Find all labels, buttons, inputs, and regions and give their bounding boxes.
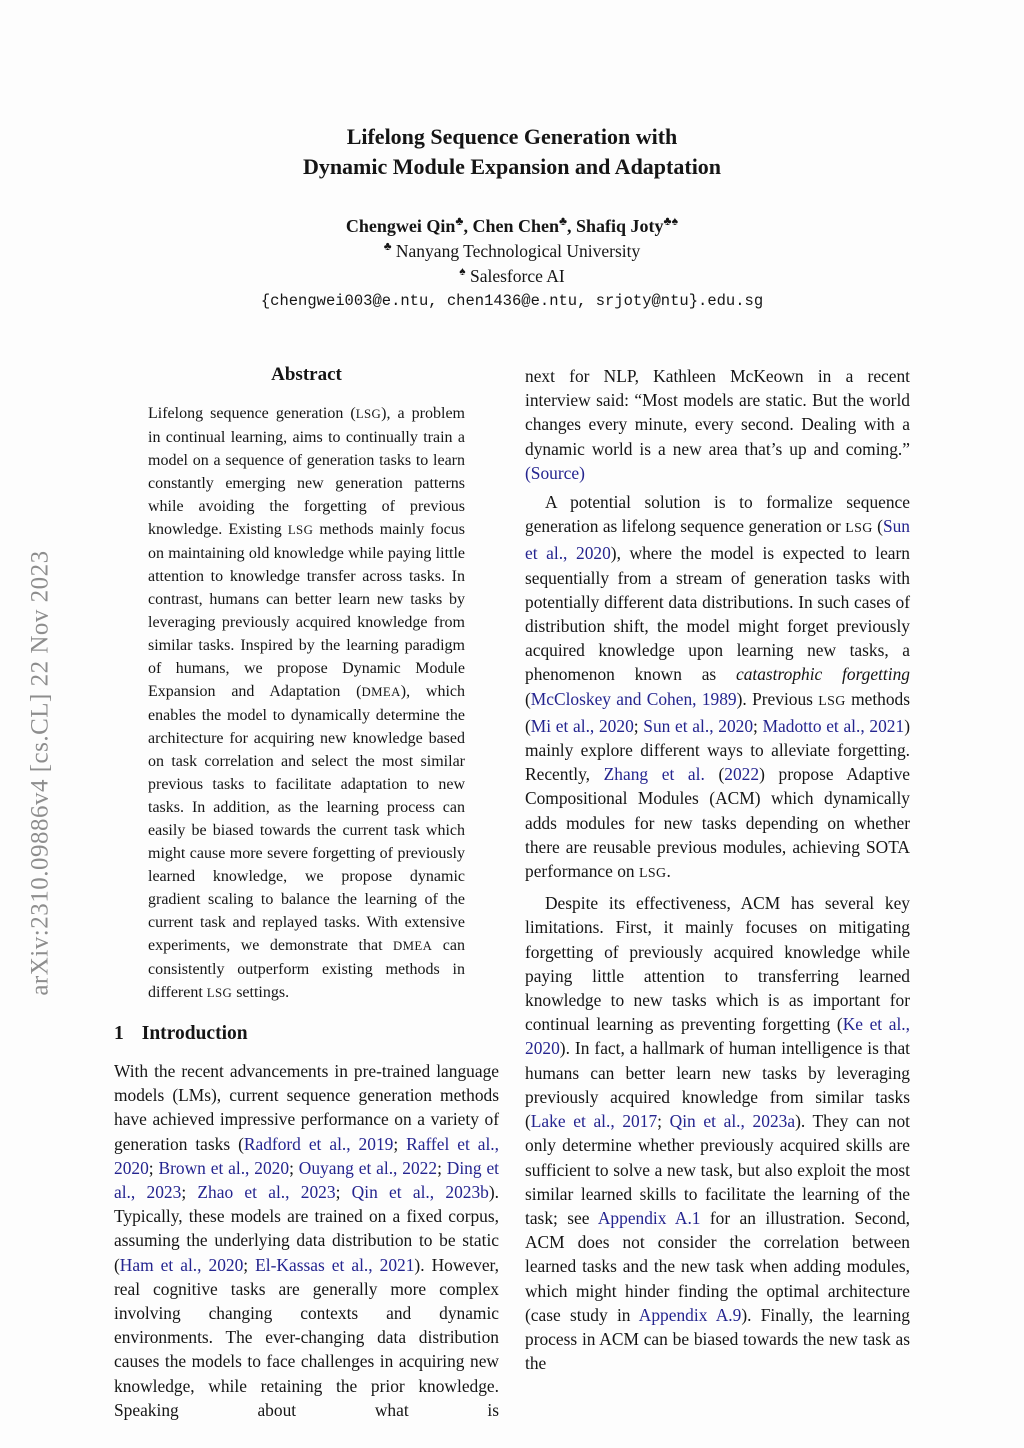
text-run: ). In fact, a hallmark of human intelligence is that humans can better learn new tasks by leveraging previously acquired knowledge from similar tasks ( xyxy=(525,1038,910,1132)
text-run: ; xyxy=(437,1157,447,1178)
citation-link[interactable]: Brown et al., 2020 xyxy=(158,1157,290,1178)
citation-link[interactable]: El-Kassas et al., 2021 xyxy=(255,1254,415,1275)
text-run: ), where the model is expected to learn sequentially from a stream of generation tasks with potentially different data distributions. In such cases of distribution shift, the model might forget previously acquired knowledge upon learning new tasks, a phenomenon known as xyxy=(525,543,910,685)
paper-title xyxy=(0,122,1024,182)
text-run: methods ( xyxy=(525,688,911,736)
citation-link[interactable]: Ding et al., 2023 xyxy=(114,1157,499,1203)
paper-header xyxy=(0,0,1024,314)
citation-link[interactable]: Mi et al., 2020 xyxy=(530,715,634,736)
citation-link[interactable]: McCloskey and Cohen, 1989 xyxy=(530,688,737,709)
citation-link[interactable]: Zhang et al. xyxy=(603,764,705,785)
text-run: ; xyxy=(393,1133,407,1154)
section-heading-introduction xyxy=(114,1023,499,1045)
citation-link[interactable]: Qin et al., 2023a xyxy=(669,1111,796,1132)
text-run: ), a problem in continual learning, aims to continually train a model on a sequence of generation tasks to learn constantly emerging new generation patterns while avoiding the forgetting of previous knowledge. Existing xyxy=(148,405,466,538)
paper-title-line2: Dynamic Module Expansion and Adaptation xyxy=(302,154,722,179)
text-run: Salesforce AI xyxy=(465,266,565,286)
abstract-text xyxy=(148,402,465,1005)
text-run: LSG xyxy=(355,407,382,421)
citation-link[interactable]: Raffel et al., 2020 xyxy=(114,1133,499,1178)
abstract-heading: Abstract xyxy=(271,364,342,385)
text-run: Nanyang Technological University xyxy=(391,241,641,261)
text-run: , Chen Chen xyxy=(463,216,559,236)
text-run: ♣ xyxy=(455,214,464,228)
text-run: ( xyxy=(704,764,725,785)
right-paragraph-1 xyxy=(525,364,910,485)
section-title: Introduction xyxy=(141,1023,248,1044)
citation-link[interactable]: 2022 xyxy=(724,764,760,785)
text-run: DMEA xyxy=(393,939,433,953)
citation-link[interactable]: Ham et al., 2020 xyxy=(119,1254,244,1275)
citation-link[interactable]: Radford et al., 2019 xyxy=(243,1133,394,1154)
citation-link[interactable]: Lake et al., 2017 xyxy=(530,1111,658,1132)
citation-link[interactable]: Ke et al., 2020 xyxy=(525,1014,910,1059)
text-run: ♣ xyxy=(558,214,568,228)
citation-link[interactable]: Ouyang et al., 2022 xyxy=(298,1157,438,1178)
citation-link[interactable]: Madotto et al., 2021 xyxy=(762,715,905,736)
text-run: ), which enables the model to dynamically determine the architecture for acquiring new knowledge based on task correlation and select the most similar previous tasks to facilitate adaptation to new tasks. In addition, as the learning process can easily be biased towards the current task which might cause more severe forgetting of previously learned knowledge, we propose dynamic gradient scaling to balance the learning of the current task and replayed tasks. With extensive experiments, we demonstrate that xyxy=(148,683,465,954)
two-column-body xyxy=(0,364,1024,1422)
text-run: ). They can not only determine whether previously acquired skills are sufficient to solve a new task, but also exploit the most similar learned skills to facilitate the learning of the task; see xyxy=(525,1111,910,1228)
left-column xyxy=(114,364,499,1422)
text-run: ♣♠ xyxy=(663,214,679,228)
text-run: Despite its effectiveness, ACM has several key limitations. First, it mainly focuses on mitigating forgetting of previously acquired knowledge while paying little attention to transferring learned knowledge to new tasks which is as important for continual learning as preventing forgetting ( xyxy=(525,893,910,1035)
section-number: 1 xyxy=(114,1023,124,1044)
text-run: With the recent advancements in pre-trained language models (LMs), current sequence generation methods have achieved impressive performance on a variety of generation tasks ( xyxy=(114,1061,499,1154)
text-run: ♠ xyxy=(459,264,466,279)
text-run: LSG xyxy=(206,986,233,1000)
paper-title-line1: Lifelong Sequence Generation with xyxy=(346,124,678,149)
text-run: methods mainly focus on maintaining old knowledge while paying little attention to knowledge transfer across tasks. In contrast, humans can better learn new tasks by leveraging previously acquired knowledge from similar tasks. Inspired by the learning paradigm of humans, we propose Dynamic Module Expansion and Adaptation ( xyxy=(148,521,465,700)
right-paragraph-3 xyxy=(525,891,910,1375)
text-run: ; xyxy=(657,1111,670,1132)
text-run: ; xyxy=(181,1182,198,1203)
text-run: ). Previous xyxy=(736,688,819,709)
text-run: ). Typically, these models are trained on a fixed corpus, assuming the underlying data distribution to be static ( xyxy=(114,1182,499,1275)
citation-link[interactable]: (Source) xyxy=(525,462,585,483)
text-run: Lifelong sequence generation ( xyxy=(148,405,356,422)
citation-link[interactable]: Sun et al., 2020 xyxy=(643,715,754,736)
text-run: ( xyxy=(872,516,883,537)
text-run: settings. xyxy=(232,984,290,1001)
text-run: ; xyxy=(289,1157,299,1178)
text-run: ; xyxy=(753,715,763,736)
text-run: ). However, real cognitive tasks are generally more complex involving changing contexts and dynamic environments. The ever-changing data distribution causes the models to face challenges in acquiring new knowledge, while retaining the prior knowledge. Speaking about what is xyxy=(114,1254,499,1420)
citation-link[interactable]: Zhao et al., 2023 xyxy=(197,1182,336,1203)
text-run: DMEA xyxy=(361,685,401,699)
text-run: next for NLP, Kathleen McKeown in a recent interview said: “Most models are static. But the world changes every minute, every second. Dealing with a dynamic world is a new area that’s up and coming.” xyxy=(525,366,910,459)
text-run: A potential solution is to formalize sequence generation as lifelong sequence generation or xyxy=(525,492,910,537)
text-run: Chengwei Qin xyxy=(345,216,456,236)
text-run: LSG xyxy=(845,521,873,537)
arxiv-watermark: arXiv:2310.09886v4 [cs.CL] 22 Nov 2023 xyxy=(26,550,54,996)
citation-link[interactable]: Sun et al., 2020 xyxy=(525,516,910,564)
text-run: can consistently outperform existing methods in different xyxy=(148,937,465,1001)
author-line xyxy=(0,214,1024,239)
text-run: ♣ xyxy=(383,239,392,254)
right-paragraph-2 xyxy=(525,490,910,886)
text-run: ; xyxy=(335,1182,352,1203)
text-run: ) mainly explore different ways to alleviate forgetting. Recently, xyxy=(525,715,910,785)
text-run: ; xyxy=(148,1157,159,1178)
text-run: ) propose Adaptive Compositional Modules (ACM) which dynamically adds modules for new tasks depending on whether there are reusable previous modules, achieving SOTA performance on xyxy=(525,764,910,882)
text-run: . xyxy=(666,861,671,882)
citation-link[interactable]: Appendix A.9 xyxy=(638,1304,742,1325)
text-run: ( xyxy=(525,688,531,709)
text-run: LSG xyxy=(638,866,667,882)
intro-paragraph-1 xyxy=(114,1059,499,1422)
right-column xyxy=(525,364,910,1422)
text-run: ; xyxy=(633,715,644,736)
text-run: LSG xyxy=(287,523,314,537)
citation-link[interactable]: Qin et al., 2023b xyxy=(351,1182,489,1203)
text-run: ). Finally, the learning process in ACM can be biased towards the new task as the xyxy=(525,1304,910,1374)
email-line: {chengwei003@e.ntu, chen1436@e.ntu, srjoty@ntu}.edu.sg xyxy=(260,292,764,310)
affiliation-ntu xyxy=(0,239,1024,264)
abstract-block xyxy=(114,364,499,1005)
text-run: catastrophic forgetting xyxy=(735,664,910,685)
affiliation-salesforce xyxy=(0,264,1024,289)
text-run: for an illustration. Second, ACM does not consider the correlation between learned tasks and the new task when adding modules, which might hinder finding the optimal architecture (case study in xyxy=(525,1207,910,1325)
text-run: ; xyxy=(243,1254,256,1275)
text-run: LSG xyxy=(818,693,846,709)
text-run: , Shafiq Joty xyxy=(567,216,664,236)
citation-link[interactable]: Appendix A.1 xyxy=(597,1207,701,1228)
